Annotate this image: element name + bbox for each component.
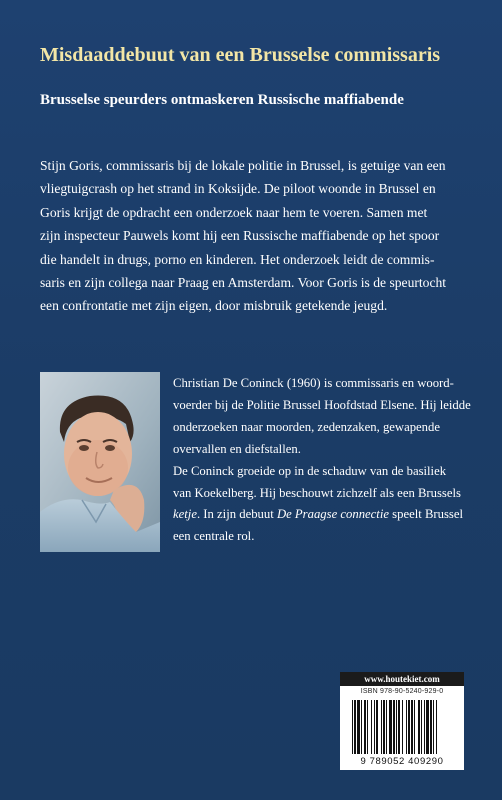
author-portrait-image	[40, 372, 160, 552]
synopsis-line: zijn inspecteur Pauwels komt hij een Russische maffiabende op het spoor	[40, 228, 440, 244]
synopsis-line: Stijn Goris, commissaris bij de lokale politie in Brussel, is getuige van een	[40, 158, 446, 173]
barcode-bar	[354, 700, 356, 754]
barcode-bar	[414, 700, 415, 754]
barcode-bar	[393, 700, 395, 754]
book-title-italic: De Praagse connectie	[276, 507, 389, 522]
barcode-bar	[418, 700, 420, 754]
barcode-bar	[361, 700, 362, 754]
barcode-panel	[340, 672, 464, 770]
cover-subtitle: Brusselse speurders ontmaskeren Russische maffiabende	[40, 92, 404, 108]
barcode-bar	[352, 700, 353, 754]
barcode-bar	[386, 700, 387, 754]
bio-line: overvallen en diefstallen.	[173, 441, 301, 456]
author-photo	[40, 372, 160, 552]
barcode-image	[350, 698, 460, 758]
cover-title: Misdaaddebuut van een Brusselse commissaris	[40, 44, 441, 66]
barcode-bar	[408, 700, 410, 754]
bio-text: speelt Brussel	[389, 507, 464, 522]
barcode-bar	[426, 700, 429, 754]
bio-line: voerder bij de Politie Brussel Hoofdstad Elsene. Hij leidde	[173, 397, 471, 412]
bio-text: . In zijn debuut	[196, 507, 277, 522]
barcode-bar	[371, 700, 372, 754]
bio-line	[173, 504, 469, 526]
barcode-bar	[406, 700, 407, 754]
barcode-bar	[374, 700, 375, 754]
bio-line: een centrale rol.	[173, 529, 255, 544]
barcode-bar	[424, 700, 425, 754]
bio-italic-word: ketje	[173, 507, 197, 522]
barcode-bar	[436, 700, 437, 754]
synopsis-line: saris en zijn collega naar Praag en Amsterdam. Voor Goris is de speurtocht	[40, 275, 447, 291]
barcode-bar	[433, 700, 434, 754]
bio-line: Christian De Coninck (1960) is commissaris en woord-	[173, 376, 454, 390]
synopsis-line: vliegtuigcrash op het strand in Koksijde. De piloot woonde in Brussel en	[40, 181, 436, 197]
publisher-url: www.houtekiet.com	[340, 672, 464, 686]
barcode-bar	[357, 700, 360, 754]
ean-number: 9 789052 409290	[360, 756, 444, 767]
synopsis-line: Goris krijgt de opdracht een onderzoek naar hem te voeren. Samen met	[40, 204, 428, 220]
barcode-bar	[421, 700, 422, 754]
barcode-bar	[381, 700, 382, 754]
author-bio	[173, 373, 469, 548]
barcode-bar	[398, 700, 400, 754]
barcode-bar	[389, 700, 392, 754]
barcode-bar	[364, 700, 366, 754]
bio-line: van Koekelberg. Hij beschouwt zichzelf als een Brussels	[173, 485, 461, 500]
bio-line: De Coninck groeide op in de schaduw van de basiliek	[173, 463, 447, 478]
barcode-bar	[396, 700, 397, 754]
synopsis-line: die handelt in drugs, porno en kinderen. Het onderzoek leidt de commis-	[40, 251, 435, 267]
synopsis-line: een confrontatie met zijn eigen, door misbruik getekende jeugd.	[40, 298, 388, 314]
barcode-bar	[402, 700, 403, 754]
synopsis-text	[40, 154, 468, 318]
barcode-bar	[430, 700, 432, 754]
barcode-bar	[411, 700, 413, 754]
barcode-bar	[383, 700, 385, 754]
bio-line: onderzoeken naar moorden, zedenzaken, gewapende	[173, 419, 441, 434]
barcode-bar	[376, 700, 378, 754]
barcode-bar	[367, 700, 368, 754]
isbn-number: ISBN 978-90-5240-929-0	[360, 688, 444, 695]
